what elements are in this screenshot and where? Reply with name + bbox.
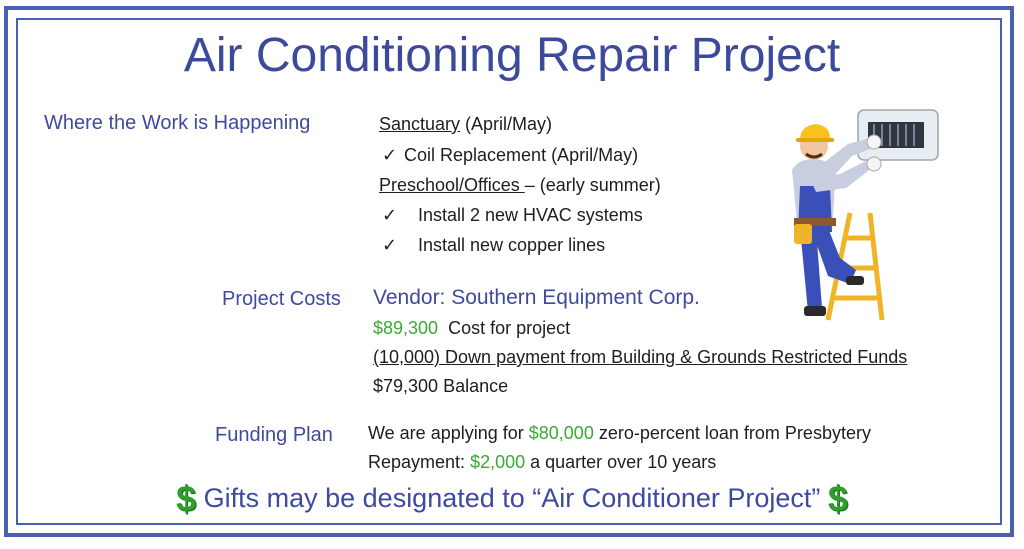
copper-text: Install new copper lines (418, 235, 606, 255)
preschool-head: Preschool/Offices (379, 175, 525, 195)
sanctuary-head: Sanctuary (379, 114, 461, 134)
page-title: Air Conditioning Repair Project (183, 29, 841, 82)
dollar-icon: $ (827, 478, 848, 519)
copper-line (382, 235, 605, 256)
check-icon: ✓ (382, 235, 398, 255)
loan-amount: $80,000 (528, 423, 594, 443)
loan-text-b: zero-percent loan from Presbytery (593, 423, 871, 443)
check-icon: ✓ (382, 205, 398, 225)
loan-text-a: We are applying for (368, 423, 529, 443)
sanctuary-line (379, 114, 552, 135)
preschool-when: – (early summer) (524, 175, 661, 195)
preschool-line (379, 175, 661, 196)
repayment-text-b: a quarter over 10 years (525, 452, 717, 472)
cost-line (373, 318, 570, 339)
loan-line (368, 423, 871, 444)
hvac-line (382, 205, 643, 226)
funding-label: Funding Plan (215, 424, 333, 446)
sanctuary-when: (April/May) (460, 114, 553, 134)
repayment-line (368, 452, 716, 473)
coil-line (382, 145, 638, 166)
dollar-icon: $ (176, 478, 197, 519)
repayment-amount: $2,000 (470, 452, 526, 472)
hvac-text: Install 2 new HVAC systems (418, 205, 643, 225)
ac-unit-icon (858, 110, 938, 160)
coil-text: Coil Replacement (April/May) (404, 145, 639, 165)
where-label: Where the Work is Happening (44, 112, 311, 134)
check-icon: ✓ (382, 145, 398, 165)
footer-text: Gifts may be designated to “Air Conditioner Project” (203, 483, 821, 513)
balance-line: $79,300 Balance (373, 376, 509, 396)
down-payment-line: (10,000) Down payment from Building & Grounds Restricted Funds (373, 347, 908, 367)
repayment-text-a: Repayment: (368, 452, 471, 472)
cost-amount: $89,300 (373, 318, 439, 338)
footer-line (0, 478, 1024, 520)
vendor-line: Vendor: Southern Equipment Corp. (373, 286, 700, 309)
costs-label: Project Costs (222, 288, 341, 310)
technician-illustration (770, 108, 940, 323)
cost-desc: Cost for project (448, 318, 571, 338)
